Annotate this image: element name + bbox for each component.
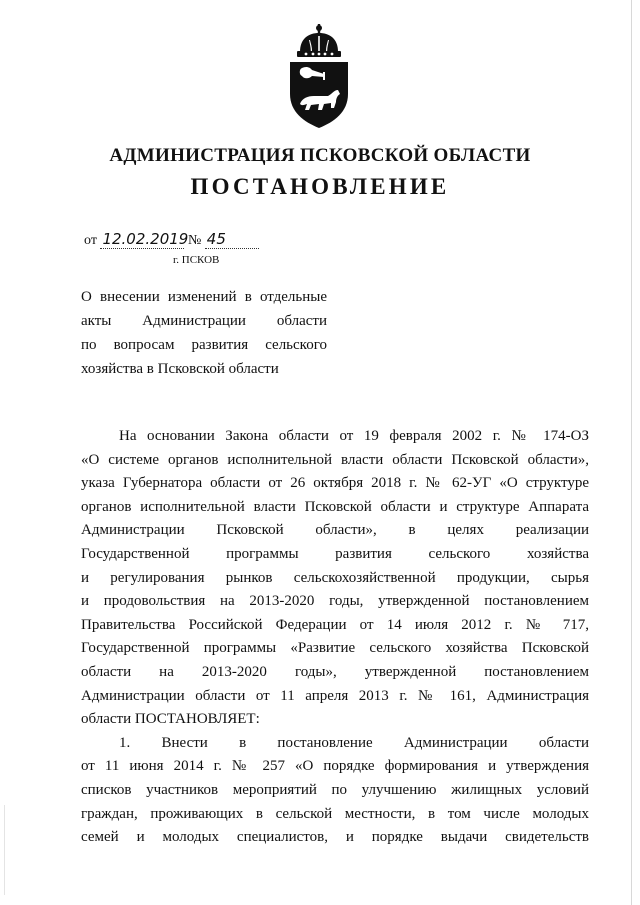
subject-line: О внесении изменений в отдельные xyxy=(81,289,327,305)
body-line: и продовольствия на 2013-2020 годы, утвержденной постановлением xyxy=(81,593,589,610)
scan-margin-line-left xyxy=(4,805,5,895)
document-body xyxy=(81,425,589,850)
body-line: 1. Внести в постановление Администрации области xyxy=(119,734,589,751)
date-prefix: от xyxy=(84,233,97,248)
body-line: На основании Закона области от 19 февраля 2002 г. № 174-ОЗ xyxy=(119,428,589,444)
body-line: органов исполнительной власти Псковской области и структуре Аппарата xyxy=(81,498,589,515)
organization-title: АДМИНИСТРАЦИЯ ПСКОВСКОЙ ОБЛАСТИ xyxy=(109,145,531,166)
body-line: Администрации области от 11 апреля 2013 г. № 161, Администрация xyxy=(81,687,589,704)
body-line: списков участников мероприятий по улучшению жилищных условий xyxy=(81,781,589,798)
city-label: г. ПСКОВ xyxy=(173,254,220,266)
body-line: Государственной программы развития сельского хозяйства xyxy=(81,545,589,562)
subject-line: хозяйства в Псковской области xyxy=(81,361,279,377)
document-subject xyxy=(81,285,327,381)
body-line: Государственной программы «Развитие сельского хозяйства Псковской xyxy=(81,640,589,657)
subject-line: акты Администрации области xyxy=(81,313,327,329)
registration-line xyxy=(84,230,259,249)
scan-margin-line xyxy=(631,0,632,905)
number-value: 45 xyxy=(205,230,259,249)
subject-line: по вопросам развития сельского xyxy=(81,337,327,353)
body-line: «О системе органов исполнительной власти области Псковской области», xyxy=(81,451,589,468)
body-line: семей и молодых специалистов, и порядке выдачи свидетельств xyxy=(81,829,589,846)
body-line: граждан, проживающих в сельской местности, в том числе молодых xyxy=(81,805,589,822)
body-line: Администрации Псковской области», в целях реализации xyxy=(81,522,589,539)
body-line: и регулирования рынков сельскохозяйственной продукции, сырья xyxy=(81,569,589,586)
body-line: области на 2013-2020 годы», утвержденной постановлением xyxy=(81,663,589,680)
number-prefix: № xyxy=(187,233,202,248)
body-line: указа Губернатора области от 26 октября 2018 г. № 62-УГ «О структуре xyxy=(81,475,589,492)
body-line: области ПОСТАНОВЛЯЕТ: xyxy=(81,711,260,728)
pskov-coat-of-arms-icon xyxy=(284,22,354,130)
date-value: 12.02.2019 xyxy=(102,230,189,248)
body-line: от 11 июня 2014 г. № 257 «О порядке формирования и утверждения xyxy=(81,758,589,775)
document-type-title: ПОСТАНОВЛЕНИЕ xyxy=(190,174,450,199)
body-line: Правительства Российской Федерации от 14 июля 2012 г. № 717, xyxy=(81,616,589,633)
